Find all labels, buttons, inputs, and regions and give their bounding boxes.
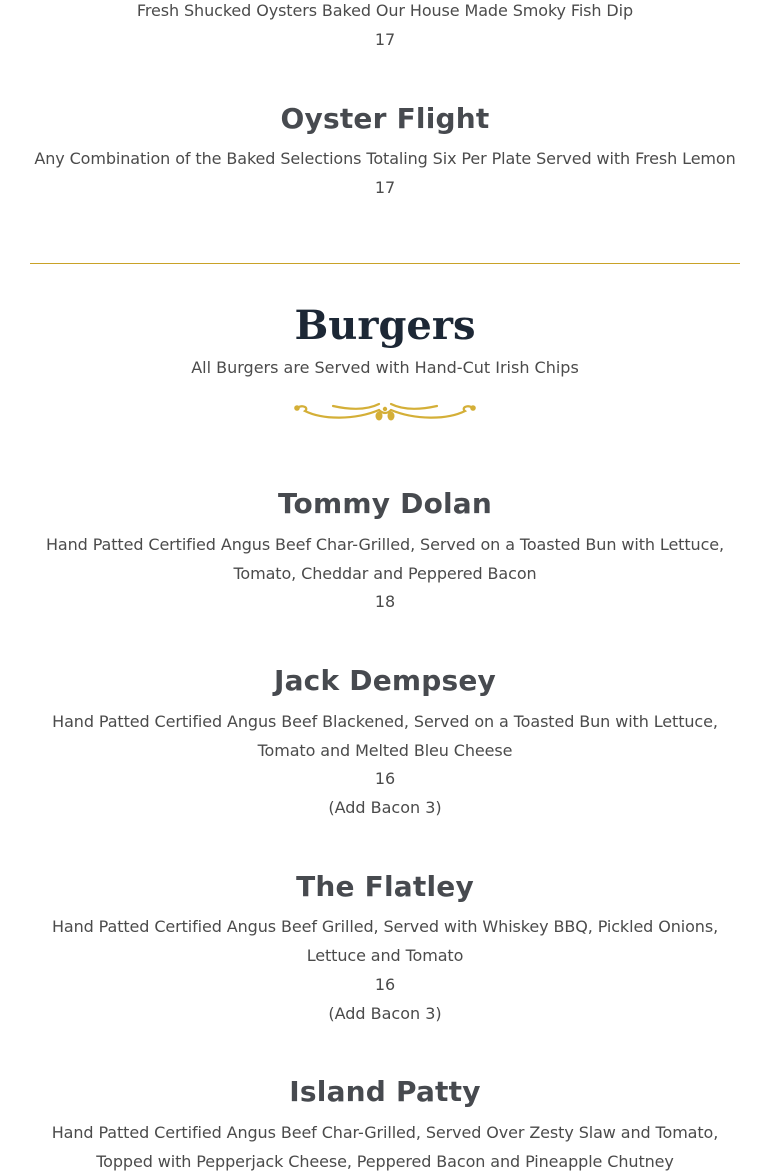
section-title: Burgers (294, 302, 476, 349)
item-price: 18 (374, 592, 396, 611)
section-subtitle: All Burgers are Served with Hand-Cut Irish Chips (191, 358, 579, 377)
item-price: 17 (374, 178, 396, 197)
item-title: Jack Dempsey (273, 664, 497, 697)
item-title: Oyster Flight (280, 102, 490, 135)
item-title: Tommy Dolan (277, 487, 493, 520)
item-addon: (Add Bacon 3) (328, 1004, 442, 1023)
item-description: Hand Patted Certified Angus Beef Blackened, Served on a Toasted Bun with Lettuce, Tomato and Melted Bleu Cheese (52, 712, 718, 760)
item-description: Hand Patted Certified Angus Beef Char-Grilled, Served on a Toasted Bun with Lettuce, Tomato, Cheddar and Peppered Bacon (45, 535, 724, 583)
item-description: Hand Patted Certified Angus Beef Char-Grilled, Served Over Zesty Slaw and Tomato, Topped with Pepperjack Cheese, Peppered Bacon and Pineapple Chutney (51, 1123, 719, 1171)
item-description: Any Combination of the Baked Selections Totaling Six Per Plate Served with Fresh Lemon (34, 149, 736, 168)
item-price: 16 (374, 975, 396, 994)
item-description: Fresh Shucked Oysters Baked Our House Made Smoky Fish Dip (136, 1, 634, 20)
flourish-ornament-icon (293, 400, 477, 424)
section-divider (30, 263, 740, 264)
item-price: 17 (374, 30, 396, 49)
item-price: 16 (374, 769, 396, 788)
item-description: Hand Patted Certified Angus Beef Grilled, Served with Whiskey BBQ, Pickled Onions, Lettuce and Tomato (51, 917, 719, 965)
item-addon: (Add Bacon 3) (328, 798, 442, 817)
item-title: The Flatley (296, 870, 474, 903)
item-title: Island Patty (289, 1075, 481, 1108)
